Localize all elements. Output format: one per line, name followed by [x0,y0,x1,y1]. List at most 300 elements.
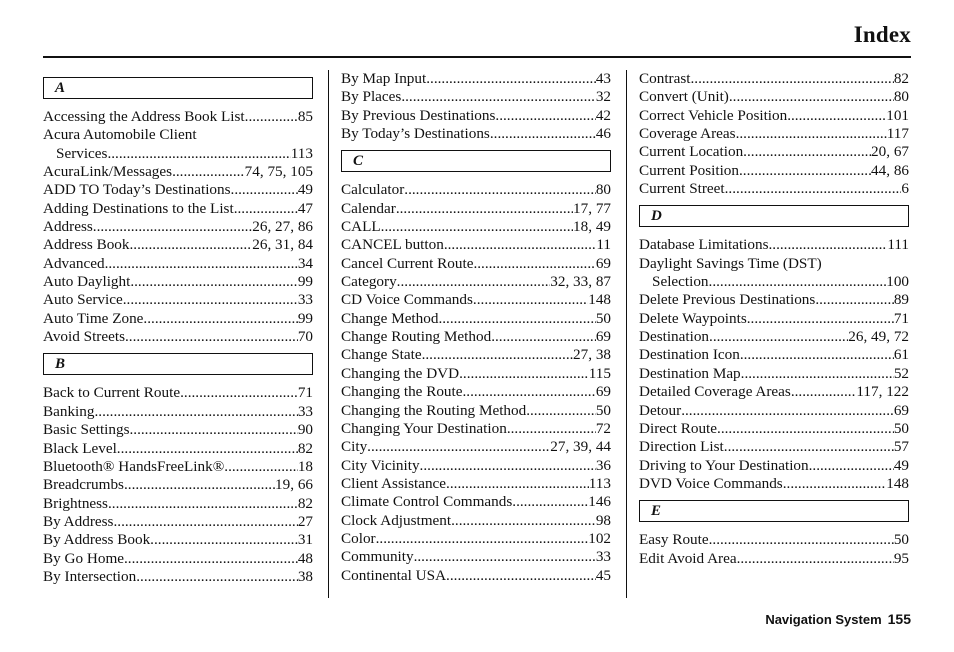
index-entry-term: Current Position [639,161,739,179]
index-entry-pages: 71 [893,309,909,327]
leader-dots [747,310,894,328]
index-entry [341,273,611,291]
index-entry [639,162,909,180]
leader-dots [737,550,894,568]
index-entry [639,291,909,309]
index-entry-pages: 50 [595,401,611,419]
index-entry-term: Destination Map [639,364,741,382]
leader-dots [113,513,297,531]
index-entry-term: City [341,438,368,456]
index-column-1 [43,70,313,586]
index-entry-pages: 113 [290,144,313,162]
leader-dots [414,548,596,566]
index-entry [341,402,611,420]
column-divider [328,70,329,598]
index-entry-pages: 102 [588,529,611,547]
index-entry-pages: 80 [893,88,909,106]
section-letter-d: D [639,205,909,227]
index-entry-term: By Go Home [43,549,124,567]
index-entry [43,218,313,236]
index-entry-term: Auto Service [43,291,123,309]
index-entry [341,70,611,88]
index-entry [639,180,909,198]
index-entry-term: By Today’s Destinations [341,125,490,143]
index-entry-term: City Vicinity [341,456,420,474]
index-entry [43,531,313,549]
index-entry-term: Contrast [639,70,691,87]
index-entry-term: Brightness [43,494,108,512]
leader-dots [724,438,894,456]
leader-dots [130,273,297,291]
index-entry-term: Auto Daylight [43,273,131,291]
leader-dots [396,200,573,218]
page-footer [765,611,911,627]
leader-dots [438,310,595,328]
index-entry-pages: 45 [595,566,611,584]
index-entry [639,475,909,493]
leader-dots [446,475,589,493]
index-entry-pages: 80 [595,181,611,199]
column-divider [626,70,627,598]
index-entry-pages: 20, 67 [871,143,909,161]
leader-dots [791,383,857,401]
page-number: 155 [887,611,911,627]
index-entry-term: Category [341,273,397,291]
leader-dots [422,346,573,364]
index-entry-pages: 115 [588,364,611,382]
index-entry-term: By Intersection [43,567,137,585]
index-entry-term: Calendar [341,199,396,217]
index-entry-term: Change Method [341,309,439,327]
leader-dots [495,107,595,125]
index-entry-pages: 42 [595,106,611,124]
index-entry-term: Changing the Route [341,383,463,401]
index-entry [639,531,909,549]
leader-dots [815,291,894,309]
index-entry-term: Change Routing Method [341,328,492,346]
leader-dots [526,402,596,420]
index-entry-term: Coverage Areas [639,125,736,143]
index-entry-pages: 33 [297,402,313,420]
index-entry-pages: 34 [297,254,313,272]
index-entry-term: Client Assistance [341,474,447,492]
leader-dots [129,421,297,439]
index-entry-pages: 117 [886,125,909,143]
index-entry-pages: 90 [297,421,313,439]
index-entry-pages: 69 [595,254,611,272]
index-entry-pages: 49 [893,456,909,474]
leader-dots [143,310,297,328]
leader-dots [129,236,252,254]
leader-dots [717,420,894,438]
index-entry-pages: 18, 49 [573,218,611,236]
leader-dots [690,70,893,88]
index-column-3 [639,70,909,568]
index-entry [43,476,313,494]
index-entry-pages: 26, 27, 86 [252,218,313,236]
leader-dots [787,107,886,125]
index-entry [639,402,909,420]
index-entry-pages: 43 [595,70,611,87]
section-letter-b: B [43,353,313,375]
leader-dots [736,125,887,143]
leader-dots [768,236,887,254]
leader-dots [108,495,298,513]
page-title: Index [853,22,911,47]
leader-dots [376,530,589,548]
index-entry [341,512,611,530]
index-entry-pages: 36 [595,456,611,474]
index-entry-term: Community [341,548,414,566]
index-entry-pages: 74, 75, 105 [244,163,313,181]
index-entry-pages: 49 [297,181,313,199]
index-entry [43,236,313,254]
index-entry [341,88,611,106]
index-entry-pages: 47 [297,199,313,217]
leader-dots [381,218,573,236]
index-entry [43,458,313,476]
index-entry-pages: 48 [297,549,313,567]
index-entry-pages: 31 [297,531,313,549]
index-entry-pages: 95 [893,549,909,567]
index-entry [341,530,611,548]
index-entry-term: Color [341,529,376,547]
index-entry [43,273,313,291]
index-entry-pages: 32 [595,88,611,106]
index-entry [341,125,611,143]
index-entry-term: By Map Input [341,70,427,87]
index-entry-pages: 82 [297,439,313,457]
index-entry-pages: 26, 49, 72 [848,328,909,346]
index-entry-term: By Address [43,512,114,530]
index-entry-pages: 111 [887,236,909,254]
index-entry [341,200,611,218]
index-entry [639,143,909,161]
index-entry-pages: 99 [297,309,313,327]
index-entry-term: Address [43,218,93,236]
index-entry-term: CALL [341,218,381,236]
index-entry-pages: 69 [595,383,611,401]
leader-dots [420,457,596,475]
index-entry-pages: 101 [886,106,909,124]
index-entry-term: Back to Current Route [43,384,181,402]
leader-dots [741,365,894,383]
leader-dots [459,365,589,383]
leader-dots [444,236,597,254]
index-entry-term: Current Street [639,180,725,198]
index-entry [341,310,611,328]
index-entry [43,108,313,126]
index-entry-term: Delete Waypoints [639,309,747,327]
index-entry-pages: 33 [297,291,313,309]
index-entry-pages: 19, 66 [275,476,313,494]
index-entry-pages: 50 [893,419,909,437]
leader-dots [743,143,871,161]
index-entry-term: Calculator [341,181,405,199]
index-entry-term: Auto Time Zone [43,309,144,327]
index-entry [341,107,611,125]
index-entry-pages: 18 [297,457,313,475]
leader-dots [809,457,894,475]
index-entry-pages: 82 [297,494,313,512]
leader-dots [681,402,894,420]
index-entry [341,493,611,511]
index-entry-pages: 27, 39, 44 [550,438,611,456]
leader-dots [739,162,871,180]
index-entry-term: Basic Settings [43,421,130,439]
index-entry-pages: 148 [588,291,611,309]
leader-dots [117,440,298,458]
index-entry-term: AcuraLink/Messages [43,163,173,181]
index-entry [341,346,611,364]
index-entry [43,291,313,309]
index-entry [639,420,909,438]
leader-dots [123,291,298,309]
leader-dots [491,328,596,346]
index-entry-pages: 71 [297,384,313,402]
index-entry-term: Delete Previous Destinations [639,291,816,309]
index-entry-term: DVD Voice Commands [639,474,783,492]
index-entry-term: By Previous Destinations [341,106,496,124]
leader-dots [512,493,588,511]
index-entry [43,440,313,458]
index-entry [639,273,909,291]
index-entry [341,438,611,456]
index-entry-pages: 6 [901,180,909,198]
leader-dots [94,403,297,421]
index-entry-term: Climate Control Commands [341,493,513,511]
index-entry [43,255,313,273]
index-entry-pages: 98 [595,511,611,529]
leader-dots [473,291,588,309]
index-entry-term: Clock Adjustment [341,511,452,529]
leader-dots [231,181,298,199]
index-entry-term: Breadcrumbs [43,476,124,494]
index-entry-pages: 70 [297,328,313,346]
index-entry-pages: 85 [297,108,313,125]
leader-dots [473,255,595,273]
index-entry-term: Detailed Coverage Areas [639,383,791,401]
leader-dots [740,346,894,364]
index-entry [639,346,909,364]
leader-dots [125,328,298,346]
index-entry [341,328,611,346]
leader-dots [709,531,894,549]
index-entry-term: Changing Your Destination [341,419,507,437]
leader-dots [446,567,596,585]
index-entry-pages: 32, 33, 87 [550,273,611,291]
index-entry-pages: 11 [596,236,611,254]
index-entry-pages: 99 [297,273,313,291]
section-letter-a: A [43,77,313,99]
index-entry [341,567,611,585]
index-entry-term: Easy Route [639,531,709,549]
index-entry-pages: 52 [893,364,909,382]
index-entry [639,438,909,456]
index-entry [43,181,313,199]
index-entry-term: ADD TO Today’s Destinations [43,181,231,199]
index-entry [341,181,611,199]
index-entry-pages: 113 [588,474,611,492]
index-entry-term: Detour [639,401,682,419]
leader-dots [107,145,290,163]
index-entry-pages: 38 [297,567,313,585]
index-entry [639,365,909,383]
index-entry-term: Banking [43,402,95,420]
index-entry [639,88,909,106]
index-entry-term: Adding Destinations to the List [43,199,234,217]
index-entry-pages: 33 [595,548,611,566]
index-entry [639,328,909,346]
index-entry-pages: 148 [886,474,909,492]
leader-dots [451,512,596,530]
index-entry-term: Advanced [43,254,105,272]
index-entry-term: Avoid Streets [43,328,125,346]
leader-dots [367,438,550,456]
index-entry [43,568,313,586]
index-entry [341,548,611,566]
index-entry-continuation: Services [56,144,108,162]
index-entry-term: Direction List [639,438,724,456]
index-entry-continuation: Selection [652,273,709,291]
index-entry [43,200,313,218]
index-entry [43,513,313,531]
index-entry-term: Destination [639,328,710,346]
index-entry [341,475,611,493]
index-entry-term: Database Limitations [639,236,769,254]
index-entry [43,328,313,346]
index-entry-term: CD Voice Commands [341,291,473,309]
leader-dots [224,458,298,476]
index-entry [43,145,313,163]
index-entry-term: Daylight Savings Time (DST) [639,254,822,272]
leader-dots [172,163,245,181]
index-entry [341,236,611,254]
title-rule [43,56,911,58]
index-entry-pages: 27, 38 [573,346,611,364]
index-entry-term: By Places [341,88,402,106]
leader-dots [463,383,596,401]
leader-dots [729,88,894,106]
leader-dots [150,531,298,549]
leader-dots [124,476,275,494]
leader-dots [725,180,902,198]
index-entry [341,383,611,401]
leader-dots [245,108,298,126]
index-entry [43,403,313,421]
index-entry [341,255,611,273]
index-entry-term: Changing the DVD [341,364,460,382]
index-entry-term: Cancel Current Route [341,254,474,272]
index-entry-term: Black Level [43,439,117,457]
index-entry [341,365,611,383]
index-entry [639,310,909,328]
index-entry-pages: 44, 86 [871,161,909,179]
leader-dots [180,384,298,402]
leader-dots [136,568,298,586]
index-entry-pages: 26, 31, 84 [252,236,313,254]
index-entry [639,550,909,568]
index-entry [43,550,313,568]
index-entry-pages: 27 [297,512,313,530]
index-entry-term: Address Book [43,236,130,254]
footer-label: Navigation System [765,612,882,627]
index-entry-pages: 117, 122 [856,383,909,401]
leader-dots [397,273,551,291]
index-entry [43,495,313,513]
index-entry-pages: 50 [893,531,909,549]
index-entry [639,70,909,88]
index-entry [341,218,611,236]
index-entry-term: Edit Avoid Area [639,549,737,567]
index-entry-term: Current Location [639,143,744,161]
index-entry [639,457,909,475]
index-entry-term: Accessing the Address Book List [43,108,245,125]
index-entry [43,310,313,328]
leader-dots [93,218,252,236]
leader-dots [783,475,887,493]
index-entry-term: Destination Icon [639,346,740,364]
index-entry-term: CANCEL button [341,236,444,254]
index-entry [639,107,909,125]
section-letter-c: C [341,150,611,172]
index-entry-term: Convert (Unit) [639,88,729,106]
index-entry [341,291,611,309]
leader-dots [404,181,596,199]
index-entry-term: Correct Vehicle Position [639,106,788,124]
index-entry [43,384,313,402]
index-entry-pages: 17, 77 [573,199,611,217]
index-entry-pages: 72 [595,419,611,437]
index-entry-pages: 69 [893,401,909,419]
index-entry [43,163,313,181]
index-entry [639,236,909,254]
index-entry [341,457,611,475]
index-entry-term: Driving to Your Destination [639,456,809,474]
index-entry-pages: 69 [595,328,611,346]
leader-dots [234,200,298,218]
leader-dots [401,88,595,106]
index-entry-pages: 89 [893,291,909,309]
index-column-2 [341,70,611,585]
index-entry-term: Acura Automobile Client [43,126,197,144]
index-entry-term: Bluetooth® HandsFreeLink® [43,457,225,475]
index-entry-term: Changing the Routing Method [341,401,527,419]
index-entry-term: Continental USA [341,566,447,584]
leader-dots [124,550,298,568]
index-entry-term: Direct Route [639,419,718,437]
section-letter-e: E [639,500,909,522]
index-entry-pages: 100 [886,273,909,291]
leader-dots [105,255,298,273]
index-entry [639,125,909,143]
leader-dots [709,273,887,291]
leader-dots [709,328,848,346]
leader-dots [490,125,596,143]
index-entry-pages: 57 [893,438,909,456]
index-entry [341,420,611,438]
leader-dots [507,420,596,438]
index-entry-term: Change State [341,346,422,364]
index-entry [43,421,313,439]
index-entry-pages: 146 [588,493,611,511]
leader-dots [426,70,596,88]
index-entry-pages: 61 [893,346,909,364]
index-entry-pages: 82 [893,70,909,87]
index-entry [639,383,909,401]
index-entry-pages: 50 [595,309,611,327]
index-entry-pages: 46 [595,125,611,143]
